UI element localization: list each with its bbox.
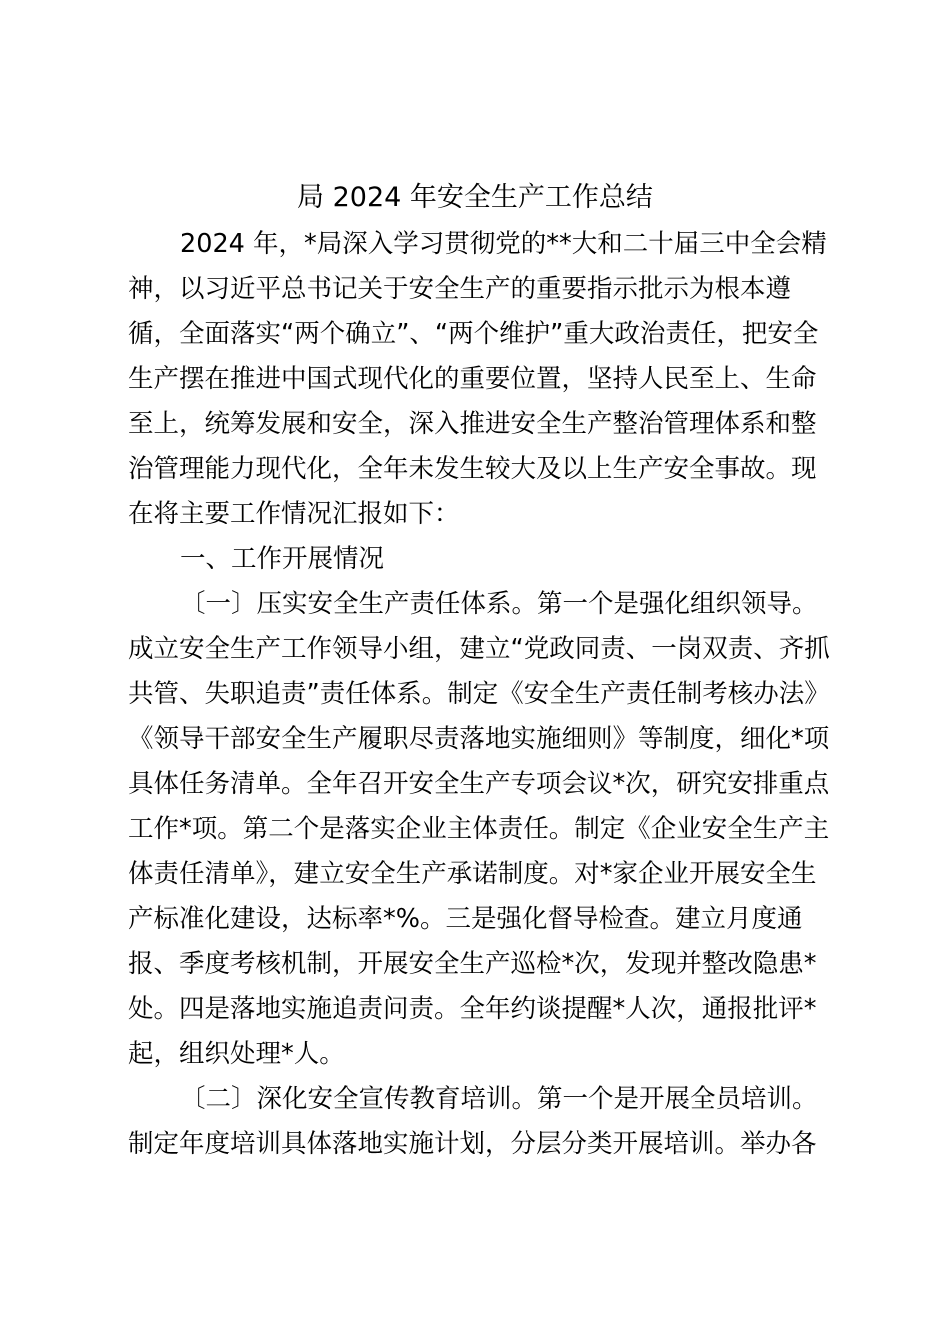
paragraph-line: 报、季度考核机制，开展安全生产巡检*次，发现并整改隐患* [128,949,817,979]
paragraph-line: 在将主要工作情况汇报如下： [128,499,460,529]
paragraph-line: 治管理能力现代化，全年未发生较大及以上生产安全事故。现 [128,454,817,484]
paragraph-line: 神，以习近平总书记关于安全生产的重要指示批示为根本遵 [128,274,792,304]
paragraph-line: 循，全面落实“两个确立”、“两个维护”重大政治责任，把安全 [128,319,819,349]
paragraph-line: 具体任务清单。全年召开安全生产专项会议*次，研究安排重点 [128,769,830,799]
paragraph-line: 〔一〕压实安全生产责任体系。第一个是强化组织领导。 [180,589,818,619]
section-heading: 一、工作开展情况 [180,544,385,574]
paragraph-line: 处。四是落地实施追责问责。全年约谈提醒*人次，通报批评* [128,994,817,1024]
paragraph-line: 〔二〕深化安全宣传教育培训。第一个是开展全员培训。 [180,1084,818,1114]
paragraph-line: 生产摆在推进中国式现代化的重要位置，坚持人民至上、生命 [128,364,817,394]
paragraph-line: 《领导干部安全生产履职尽责落地实施细则》等制度，细化*项 [128,724,830,754]
paragraph-line: 起，组织处理*人。 [128,1039,345,1069]
paragraph-line: 至上，统筹发展和安全，深入推进安全生产整治管理体系和整 [128,409,817,439]
paragraph-line: 工作*项。第二个是落实企业主体责任。制定《企业安全生产主 [128,814,830,844]
paragraph-line: 产标准化建设，达标率*%。三是强化督导检查。建立月度通 [128,904,803,934]
paragraph-line: 2024 年，*局深入学习贯彻党的**大和二十届三中全会精 [180,229,827,259]
document-title: 局 2024 年安全生产工作总结 [297,182,653,213]
paragraph-line: 制定年度培训具体落地实施计划，分层分类开展培训。举办各 [128,1129,817,1159]
paragraph-line: 体责任清单》，建立安全生产承诺制度。对*家企业开展安全生 [128,859,817,889]
paragraph-line: 共管、失职追责”责任体系。制定《安全生产责任制考核办法》 [128,679,830,709]
paragraph-line: 成立安全生产工作领导小组，建立“党政同责、一岗双责、齐抓 [128,634,830,664]
